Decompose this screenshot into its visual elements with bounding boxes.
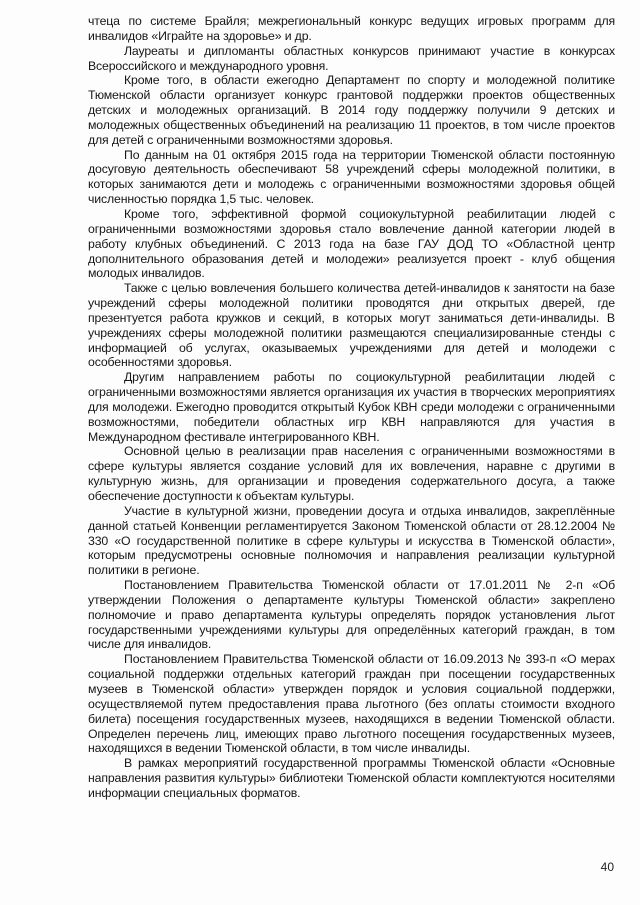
paragraph-culture-law: Участие в культурной жизни, проведении досуга и отдыха инвалидов, закреплённые данной статьей Конвенции регламентируется Законом Тюменской области от 28.12.2004 № 330 «О государственной политике в сфере культуры и искусства в Тюменской области», которым предусмотрены основные полномочия и направления реализации культурной политики в регионе.: [88, 503, 615, 578]
paragraph-open-days: Также с целью вовлечения большего количества детей-инвалидов к занятости на базе учреждений сферы молодежной политики проводятся дни открытых дверей, где презентуется работа кружков и секций, в которых могут заниматься дети-инвалиды. В учреждениях сферы молодежной политики размещаются специализированные стенды с информацией об услугах, оказываемых учреждениями для детей и молодежи с особенностями здоровья.: [88, 281, 615, 370]
paragraph-decree-2013: Постановлением Правительства Тюменской области от 16.09.2013 № 393-п «О мерах социальной поддержки отдельных категорий граждан при посещении государственных музеев в Тюменской области» утвержден порядок и условия социальной поддержки, осуществляемой путем предоставления права льготного (без оплаты стоимости входного билета) посещения государственных музеев, находящихся в ведении Тюменской области. Определен перечень лиц, имеющих право льготного посещения государственных музеев, находящихся в ведении Тюменской области, в том числе инвалиды.: [88, 652, 615, 756]
paragraph-laureates: Лауреаты и дипломанты областных конкурсов принимают участие в конкурсах Всероссийского и международного уровня.: [88, 43, 615, 73]
document-body: [88, 14, 615, 801]
paragraph-decree-2011: Постановлением Правительства Тюменской области от 17.01.2011 № 2-п «Об утверждении Положения о департаменте культуры Тюменской области» закреплено полномочие и право департамента культуры определять порядок установления льгот государственными учреждениями культуры для определённых категорий граждан, в том числе для инвалидов.: [88, 578, 615, 652]
paragraph-kvn-cup: Другим направлением работы по социокультурной реабилитации людей с ограниченными возможностями является организация их участия в творческих мероприятиях для молодежи. Ежегодно проводится открытый Кубок КВН среди молодежи с ограниченными возможностями, победители областных игр КВН направляются для участия в Международном фестивале интегрированного КВН.: [88, 370, 615, 444]
paragraph-grant-contest: Кроме того, в области ежегодно Департамент по спорту и молодежной политике Тюменской области организует конкурс грантовой поддержки проектов общественных детских и молодежных организаций. В 2014 году поддержку получили 9 детских и молодежных общественных объединений на реализацию 11 проектов, в том числе проектов для детей с ограниченными возможностями здоровья.: [88, 73, 615, 147]
paragraph-club-associations: Кроме того, эффективной формой социокультурной реабилитации людей с ограниченными возможностями здоровья стало вовлечение данной категории людей в работу клубных объединений. С 2013 года на базе ГАУ ДОД ТО «Областной центр дополнительного образования детей и молодежи» реализуется проект - клуб общения молодых инвалидов.: [88, 206, 615, 281]
page-number: 40: [600, 860, 614, 874]
paragraph-culture-goal: Основной целью в реализации прав населения с ограниченными возможностями в сфере культуры является создание условий для их вовлечения, наравне с другими в культурную жизнь, для организации и проведения содержательного досуга, а также обеспечение доступности к объектам культуры.: [88, 444, 615, 503]
paragraph-braille-contest: чтеца по системе Брайля; межрегиональный конкурс ведущих игровых программ для инвалидов «Играйте на здоровье» и др.: [88, 14, 615, 43]
paragraph-youth-institutions: По данным на 01 октября 2015 года на территории Тюменской области постоянную досуговую деятельность обеспечивают 58 учреждений сферы молодежной политики, в которых занимаются дети и молодежь с ограниченными возможностями здоровья общей численностью порядка 1,5 тыс. человек.: [88, 147, 615, 207]
paragraph-libraries: В рамках мероприятий государственной программы Тюменской области «Основные направления развития культуры» библиотеки Тюменской области комплектуются носителями информации специальных форматов.: [88, 756, 615, 800]
